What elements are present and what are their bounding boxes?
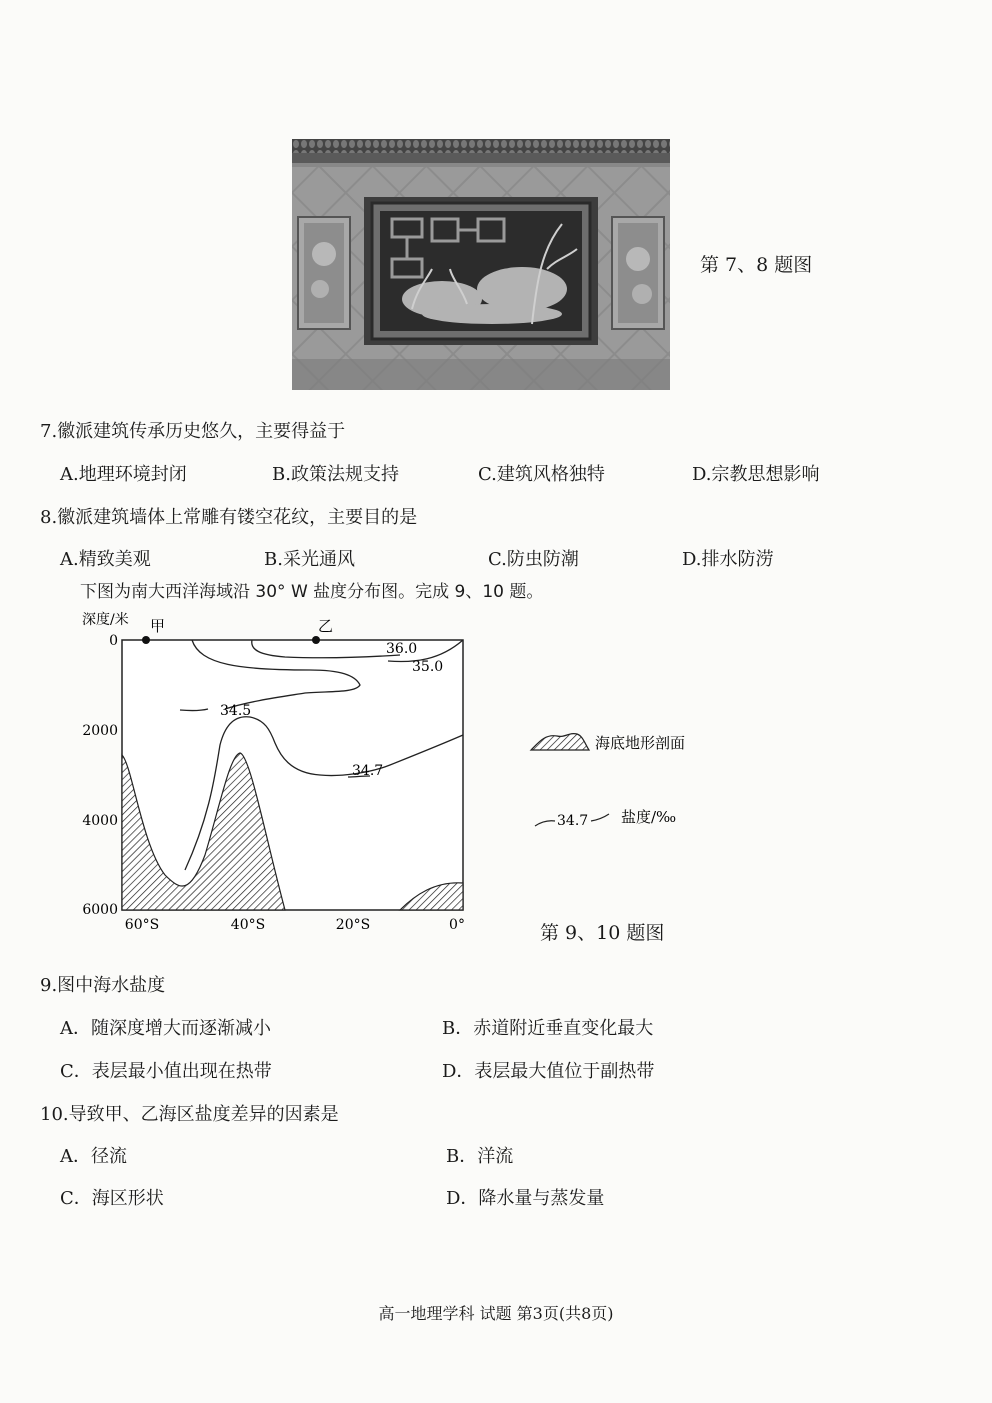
- contour-label-34-7: 34.7: [352, 763, 384, 779]
- legend-seabed-label: 海底地形剖面: [595, 734, 686, 752]
- x-tick-40s: 40°S: [230, 917, 266, 933]
- x-tick-20s: 20°S: [335, 917, 371, 933]
- y-tick-4000: 4000: [82, 813, 118, 829]
- contour-label-36-0: 36.0: [386, 641, 418, 657]
- legend-salinity-label: 盐度/‰: [621, 808, 677, 826]
- y-axis-label: 深度/米: [82, 612, 129, 628]
- point-yi-label: 乙: [318, 617, 334, 635]
- question-9-stem: 9.图中海水盐度: [40, 975, 166, 996]
- y-tick-0: 0: [109, 633, 118, 649]
- legend-contour-sample-value: 34.7: [557, 813, 589, 829]
- point-jia-label: 甲: [150, 617, 166, 635]
- point-yi-marker: [312, 636, 320, 644]
- plot-frame: [122, 640, 463, 910]
- figure-caption-7-8: 第 7、8 题图: [700, 254, 813, 276]
- question-9-option-d: D．表层最大值位于副热带: [442, 1061, 655, 1082]
- question-10-option-a: A．径流: [60, 1146, 127, 1167]
- legend-contour-sample-right: [591, 814, 609, 821]
- x-tick-0: 0°: [449, 917, 465, 933]
- question-8-option-a: A.精致美观: [60, 549, 151, 570]
- question-9-option-b: B．赤道附近垂直变化最大: [442, 1018, 654, 1039]
- question-10-option-c: C．海区形状: [60, 1188, 164, 1209]
- question-7-option-b: B.政策法规支持: [272, 464, 399, 485]
- contour-label-34-5: 34.5: [220, 703, 252, 719]
- intro-9-10: 下图为南大西洋海域沿 30° W 盐度分布图。完成 9、10 题。: [80, 582, 544, 602]
- hatched-seabed-icon: [531, 734, 589, 750]
- question-8-option-b: B.采光通风: [264, 549, 355, 570]
- contour-label-35-0: 35.0: [412, 659, 444, 675]
- legend-contour-sample-left: [535, 821, 555, 826]
- page-footer: 高一地理学科 试题 第3页(共8页): [378, 1304, 614, 1323]
- question-10-option-d: D．降水量与蒸发量: [446, 1188, 605, 1209]
- question-10-option-b: B．洋流: [446, 1146, 514, 1167]
- question-7-option-d: D.宗教思想影响: [692, 464, 820, 485]
- question-9-option-c: C．表层最小值出现在热带: [60, 1061, 272, 1082]
- y-tick-2000: 2000: [82, 723, 118, 739]
- figure-caption-9-10: 第 9、10 题图: [540, 922, 665, 944]
- question-10-stem: 10.导致甲、乙海区盐度差异的因素是: [40, 1104, 339, 1125]
- x-tick-60s: 60°S: [124, 917, 160, 933]
- question-7-stem: 7.徽派建筑传承历史悠久，主要得益于: [40, 421, 346, 442]
- question-8-option-c: C.防虫防潮: [488, 549, 579, 570]
- question-8-option-d: D.排水防涝: [682, 549, 774, 570]
- carved-window-photo: [292, 139, 670, 390]
- question-7-option-a: A.地理环境封闭: [60, 464, 187, 485]
- chart-legend: [525, 722, 725, 842]
- salinity-chart: [70, 605, 490, 940]
- y-tick-6000: 6000: [82, 902, 118, 918]
- question-7-option-c: C.建筑风格独特: [478, 464, 605, 485]
- point-jia-marker: [142, 636, 150, 644]
- question-9-option-a: A．随深度增大而逐渐减小: [60, 1018, 271, 1039]
- question-8-stem: 8.徽派建筑墙体上常雕有镂空花纹，主要目的是: [40, 507, 418, 528]
